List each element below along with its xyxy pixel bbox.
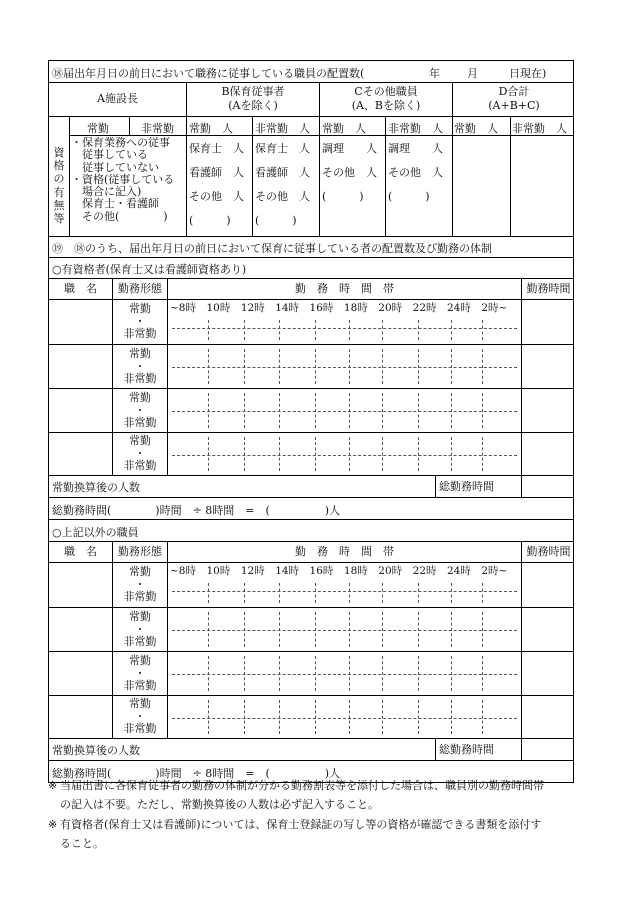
table-row bbox=[49, 696, 573, 739]
work-form-cell[interactable]: 常勤 ・ 非常勤 bbox=[112, 345, 167, 388]
staff-form bbox=[48, 60, 574, 783]
month-label: 月 bbox=[467, 67, 478, 80]
work-form-cell[interactable]: 常勤 ・ 非常勤 bbox=[112, 563, 167, 607]
col-c-header: Cその他職員 (A、Bを除く) bbox=[319, 83, 452, 116]
hours-formula: 総勤務時間( )時間 ÷ 8時間 = ( )人 bbox=[52, 504, 341, 517]
qualified-conversion-row bbox=[49, 476, 573, 498]
job-title-cell[interactable] bbox=[49, 389, 112, 432]
b-joukin-count: 常勤 人 bbox=[189, 122, 233, 135]
d-hijoukin-count: 非常勤 人 bbox=[512, 122, 567, 135]
table-row bbox=[49, 389, 573, 433]
c-hijoukin-count: 非常勤 人 bbox=[388, 122, 443, 135]
work-hours-cell[interactable] bbox=[521, 345, 575, 388]
col-b-header: B保育従事者 (Aを除く) bbox=[186, 83, 319, 116]
other-label-row bbox=[49, 520, 573, 542]
b-hijoukin-breakdown: 保育士 人 看護師 人 その他 人 ( ) bbox=[255, 142, 310, 227]
job-title-cell[interactable] bbox=[49, 563, 112, 607]
table-row bbox=[49, 345, 573, 389]
work-hours-cell[interactable] bbox=[521, 563, 575, 607]
conversion-label: 常勤換算後の人数 bbox=[52, 481, 140, 494]
col-d-header: D合計 (A+B+C) bbox=[452, 83, 575, 116]
job-title-cell[interactable] bbox=[49, 652, 112, 695]
total-hours-field[interactable] bbox=[521, 739, 575, 760]
hours-formula: 総勤務時間( )時間 ÷ 8時間 = ( )人 bbox=[52, 767, 341, 780]
work-hours-cell[interactable] bbox=[521, 652, 575, 695]
job-title-header: 職 名 bbox=[64, 545, 97, 558]
c-joukin-count: 常勤 人 bbox=[322, 122, 366, 135]
time-band-cell[interactable] bbox=[167, 433, 521, 475]
note-2: ※ 有資格者(保育士又は看護師)については、保育士登録証の写し等の資格が確認できる書類を添付す ること。 bbox=[48, 818, 542, 851]
qualification-notes: ・保育業務への従事 従事している 従事していない ・資格(従事している 場合に記入) 保育士・看護師 その他( ) bbox=[71, 137, 175, 223]
notes bbox=[48, 777, 588, 854]
sec19-title: ⑲ ⑱のうち、届出年月日の前日において保育に従事している者の配置数及び勤務の体制 bbox=[52, 242, 492, 255]
b-hijoukin-count: 非常勤 人 bbox=[255, 122, 310, 135]
work-form-header: 勤務形態 bbox=[112, 542, 167, 562]
work-form-cell[interactable]: 常勤 ・ 非常勤 bbox=[112, 652, 167, 695]
sec18-body bbox=[49, 117, 573, 237]
a-joukin: 常勤 bbox=[87, 122, 109, 135]
work-hours-cell[interactable] bbox=[521, 433, 575, 475]
time-band-header: 勤 務 時 間 帯 bbox=[167, 542, 521, 562]
job-title-cell[interactable] bbox=[49, 433, 112, 475]
job-title-cell[interactable] bbox=[49, 696, 112, 738]
qualified-table-header bbox=[49, 279, 573, 300]
work-hours-header: 勤務時間 bbox=[521, 542, 575, 562]
qualification-side-label: 資 格 の 有 無 等 bbox=[53, 145, 65, 225]
day-status-label: 日現在) bbox=[509, 67, 547, 80]
time-band-cell[interactable] bbox=[167, 300, 521, 344]
other-staff-label: ○上記以外の職員 bbox=[52, 526, 139, 539]
b-joukin-breakdown: 保育士 人 看護師 人 その他 人 ( ) bbox=[189, 142, 244, 227]
total-hours-label: 総勤務時間 bbox=[435, 476, 521, 497]
job-title-cell[interactable] bbox=[49, 300, 112, 344]
other-conversion-row bbox=[49, 739, 573, 761]
d-joukin-count: 常勤 人 bbox=[454, 122, 498, 135]
work-form-cell[interactable]: 常勤 ・ 非常勤 bbox=[112, 696, 167, 738]
year-label: 年 bbox=[429, 67, 440, 80]
table-row bbox=[49, 563, 573, 608]
table-row bbox=[49, 608, 573, 652]
sec18-title-row bbox=[49, 61, 573, 83]
table-row bbox=[49, 433, 573, 476]
col-a-header: A施設長 bbox=[97, 92, 138, 105]
sec19-title-row bbox=[49, 237, 573, 258]
other-table-header bbox=[49, 542, 573, 563]
time-band-cell[interactable] bbox=[167, 389, 521, 432]
c-joukin-breakdown: 調理 人 その他 人 ( ) bbox=[322, 142, 377, 203]
qualified-formula-row bbox=[49, 498, 573, 520]
qualified-label: ○有資格者(保育士又は看護師資格あり) bbox=[52, 263, 247, 276]
work-form-header: 勤務形態 bbox=[112, 279, 167, 299]
time-band-cell[interactable] bbox=[167, 345, 521, 388]
time-ticks: ~8時 10時 12時 14時 16時 18時 20時 22時 24時 2時~ bbox=[170, 302, 508, 314]
time-ticks: ~8時 10時 12時 14時 16時 18時 20時 22時 24時 2時~ bbox=[170, 565, 508, 577]
work-form-cell[interactable]: 常勤 ・ 非常勤 bbox=[112, 608, 167, 651]
work-hours-cell[interactable] bbox=[521, 389, 575, 432]
work-form-cell[interactable]: 常勤 ・ 非常勤 bbox=[112, 433, 167, 475]
work-hours-cell[interactable] bbox=[521, 696, 575, 738]
time-band-cell[interactable] bbox=[167, 696, 521, 738]
job-title-cell[interactable] bbox=[49, 345, 112, 388]
time-band-header: 勤 務 時 間 帯 bbox=[167, 279, 521, 299]
work-hours-cell[interactable] bbox=[521, 300, 575, 344]
work-form-cell[interactable]: 常勤 ・ 非常勤 bbox=[112, 389, 167, 432]
job-title-header: 職 名 bbox=[64, 282, 97, 295]
work-form-cell[interactable]: 常勤 ・ 非常勤 bbox=[112, 300, 167, 344]
c-hijoukin-breakdown: 調理 人 その他 人 ( ) bbox=[388, 142, 443, 203]
time-band-cell[interactable] bbox=[167, 608, 521, 651]
a-hijoukin: 非常勤 bbox=[141, 122, 174, 135]
job-title-cell[interactable] bbox=[49, 608, 112, 651]
note-1: ※ 当届出書に各保育従事者の勤務の体制が分かる勤務割表等を添付した場合は、職員別の勤務時間帯 の記入は不要。ただし、常勤換算後の人数は必ず記入すること。 bbox=[48, 779, 544, 811]
qualified-label-row bbox=[49, 258, 573, 279]
work-hours-cell[interactable] bbox=[521, 608, 575, 651]
total-hours-field[interactable] bbox=[521, 476, 575, 497]
conversion-label: 常勤換算後の人数 bbox=[52, 744, 140, 757]
work-hours-header: 勤務時間 bbox=[521, 279, 575, 299]
time-band-cell[interactable] bbox=[167, 563, 521, 607]
total-hours-label: 総勤務時間 bbox=[435, 739, 521, 760]
table-row bbox=[49, 300, 573, 345]
sec18-title: ⑱届出年月日の前日において職務に従事している職員の配置数( bbox=[52, 67, 365, 80]
time-band-cell[interactable] bbox=[167, 652, 521, 695]
sec18-header-row bbox=[49, 83, 573, 117]
table-row bbox=[49, 652, 573, 696]
